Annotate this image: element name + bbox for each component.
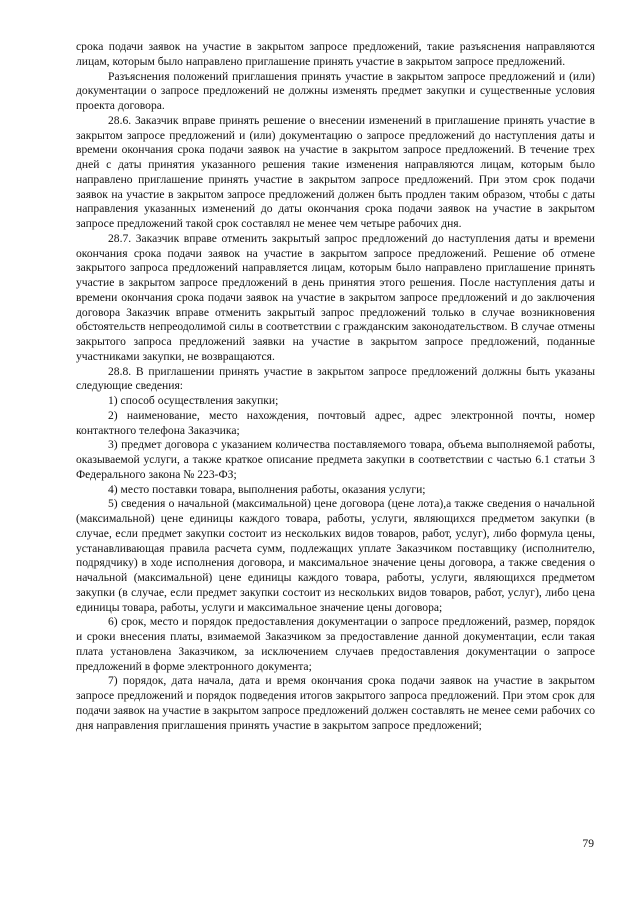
paragraph-clarifications: Разъяснения положений приглашения принять участие в закрытом запросе предложений и (или) документации о запросе предложений не должны изменять предмет закупки и существенные условия проекта договора. [76,69,595,112]
list-item-1: 1) способ осуществления закупки; [108,394,279,407]
list-item-3: 3) предмет договора с указанием количества поставляемого товара, объема выполняемой работы, оказываемой услуги, а также краткое описание предмета закупки в соответствии с частью 6.1 статьи 3 Федерального закона № 223-ФЗ; [76,438,595,481]
paragraph-28-6: 28.6. Заказчик вправе принять решение о внесении изменений в приглашение принять участие в закрытом запросе предложений и (или) документацию о запросе предложений до наступления даты и времени окончания срока подачи заявок на участие в закрытом запросе предложений. В течение трех дней с даты принятия указанного решения такие изменения направляются лицам, которым было направлено приглашение принять участие в закрытом запросе предложений. При этом срок подачи заявок на участие в закрытом запросе предложений должен быть продлен таким образом, чтобы с даты направления указанных изменений до даты окончания срока подачи заявок на участие в закрытом запросе предложений такой срок составлял не менее чем четыре рабочих дня. [76,113,595,230]
list-item-7: 7) порядок, дата начала, дата и время окончания срока подачи заявок на участие в закрытом запросе предложений и порядок подведения итогов закрытого запроса предложений. При этом срок для подачи заявок на участие в закрытом запросе предложений должен составлять не менее семи рабочих со дня направления приглашения принять участие в закрытом запросе предложений; [76,674,595,732]
paragraph-continuation: срока подачи заявок на участие в закрытом запросе предложений, такие разъяснения направляются лицам, которым было направлено приглашение принять участие в закрытом запросе предложений. [76,40,595,68]
list-item-2: 2) наименование, место нахождения, почтовый адрес, адрес электронной почты, номер контактного телефона Заказчика; [76,408,595,437]
list-item-6: 6) срок, место и порядок предоставления документации о запросе предложений, размер, порядок и сроки внесения платы, взимаемой Заказчиком за предоставление данной документации, если такая плата установлена Заказчиком, за исключением случаев предоставления документации о запросе предложений в форме электронного документа; [76,615,595,673]
paragraph-28-8: 28.8. В приглашении принять участие в закрытом запросе предложений должны быть указаны следующие сведения: [76,364,595,393]
list-item-4: 4) место поставки товара, выполнения работы, оказания услуги; [108,482,426,496]
page-number: 79 [582,837,594,850]
document-body [76,40,595,733]
list-item-5: 5) сведения о начальной (максимальной) цене договора (цене лота),а также сведения о начальной (максимальной) цене единицы каждого товара, работы, услуги, являющихся предметом закупки (в случае, если предмет закупки состоит из нескольких видов товаров, работ, услуг), либо формула цены, устанавливающая правила расчета сумм, подлежащих уплате Заказчиком поставщику (исполнителю, подрядчику) в ходе исполнения договора, и максимальное значение цены договора, а также сведения о начальной (максимальной) цене единицы каждого товара, работы, услуги, являющихся предметом закупки (в случае, если предмет закупки состоит из нескольких видов товаров, работ, услуг), либо цена единицы товара, работы, услуги и максимальное значение цены договора; [76,497,595,614]
paragraph-28-7: 28.7. Заказчик вправе отменить закрытый запрос предложений до наступления даты и времени окончания срока подачи заявок на участие в закрытом запросе предложений. Решение об отмене закрытого запроса предложений направляется лицам, которым было направлено приглашение принять участие в закрытом запросе предложений в день принятия этого решения. После наступления даты и времени окончания срока подачи заявок на участие в закрытом запросе предложений и до заключения договора Заказчик вправе отменить закрытый запрос предложений только в случае возникновения обстоятельств непреодолимой силы в соответствии с гражданским законодательством. В случае отмены закрытого запроса предложений заявки на участие в закрытом запросе предложений, поданные участниками закупки, не возвращаются. [76,231,595,363]
